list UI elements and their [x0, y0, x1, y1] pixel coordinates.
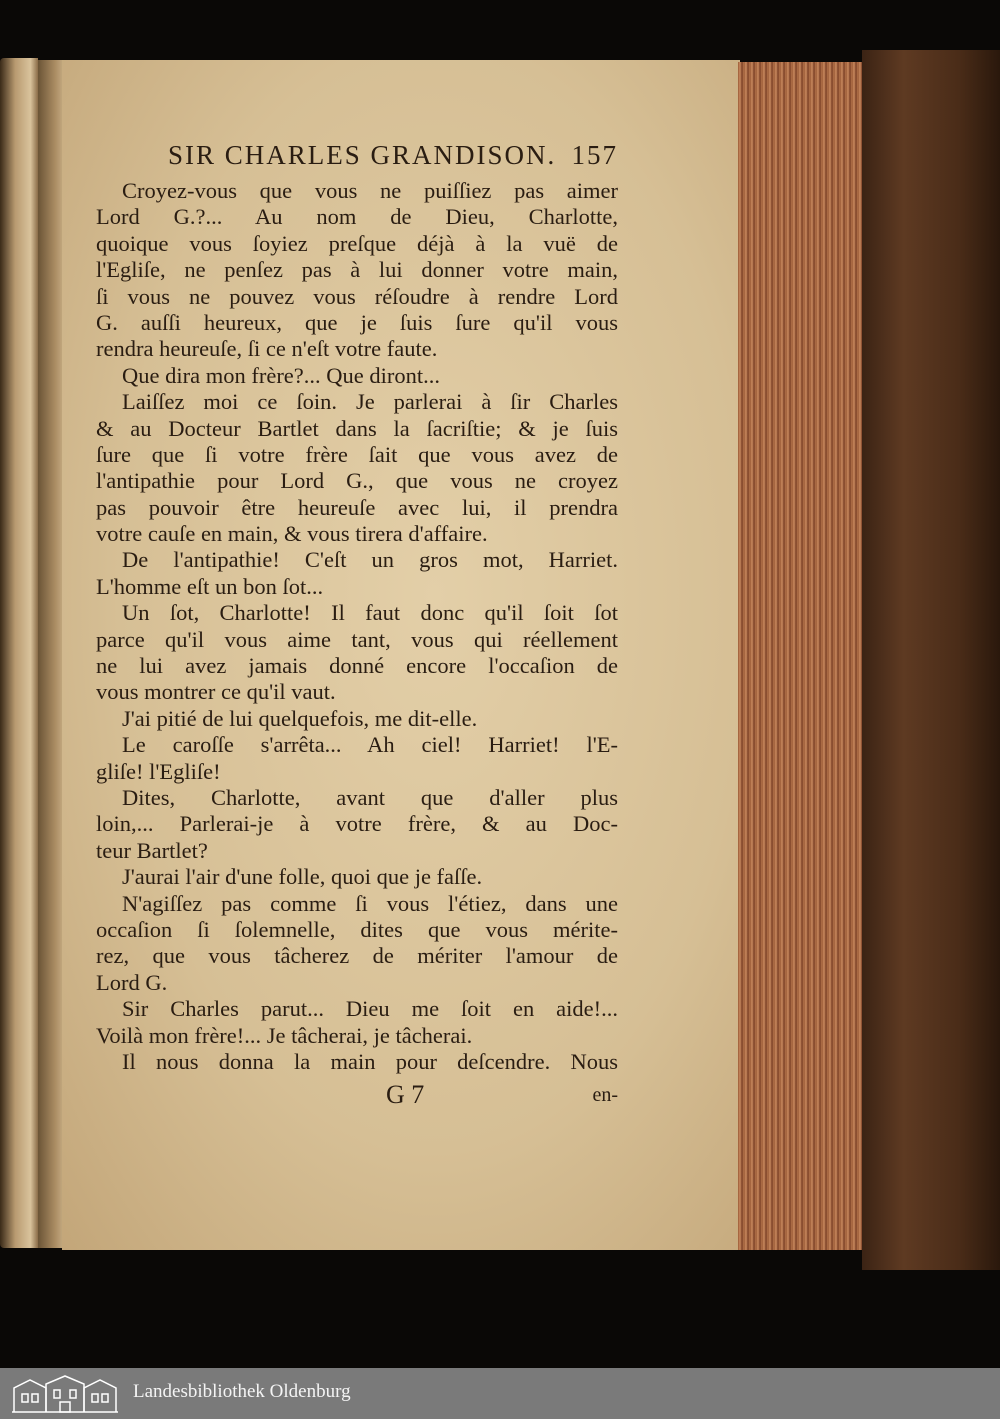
text-line: Sir Charles parut... Dieu me ſoit en aide!...: [122, 996, 618, 1022]
text-line: ſi vous ne pouvez vous réſoudre à rendre Lord: [96, 283, 618, 309]
text-line: parce qu'il vous aime tant, vous qui réellement: [96, 626, 618, 652]
text-line: ſure que ſi votre frère ſait que vous avez de: [96, 441, 618, 467]
text-line: l'Egliſe, ne penſez pas à lui donner votre main,: [96, 257, 618, 283]
text-line: J'ai pitié de lui quelquefois, me dit-elle.: [122, 705, 478, 731]
text-line: N'agiſſez pas comme ſi vous l'étiez, dans une: [122, 890, 618, 916]
text-line: rez, que vous tâcherez de mériter l'amour de: [96, 943, 618, 969]
text-line: G. auſſi heureux, que je ſuis ſure qu'il vous: [96, 309, 618, 335]
text-line: De l'antipathie! C'eſt un gros mot, Harriet.: [122, 547, 618, 573]
text-line: l'antipathie pour Lord G., que vous ne croyez: [96, 468, 618, 494]
text-line: Que dira mon frère?... Que diront...: [122, 362, 441, 388]
text-line: Un ſot, Charlotte! Il faut donc qu'il ſoit ſot: [122, 600, 618, 626]
text-line: Lord G.?... Au nom de Dieu, Charlotte,: [96, 204, 618, 230]
book-cover: [862, 50, 1000, 1270]
text-line: ne lui avez jamais donné encore l'occaſion de: [96, 653, 618, 679]
text-line: gliſe! l'Egliſe!: [96, 758, 221, 784]
text-line: Laiſſez moi ce ſoin. Je parlerai à ſir Charles: [122, 389, 618, 415]
text-line: & au Docteur Bartlet dans la ſacriſtie; & je ſuis: [96, 415, 618, 441]
page-number: 157: [571, 140, 618, 170]
library-footer: [0, 1368, 1000, 1419]
text-line: vous montrer ce qu'il vaut.: [96, 679, 336, 705]
text-line: Voilà mon frère!... Je tâcherai, je tâcherai.: [96, 1022, 473, 1048]
text-line: rendra heureuſe, ſi ce n'eſt votre faute.: [96, 336, 438, 362]
text-line: Croyez-vous que vous ne puiſſiez pas aimer: [122, 178, 618, 203]
body-text: [96, 178, 618, 1075]
running-title: SIR CHARLES GRANDISON.: [168, 140, 557, 170]
page-text: [96, 140, 618, 1075]
text-line: loin,... Parlerai-je à votre frère, & au Doc-: [96, 811, 618, 837]
text-line: occaſion ſi ſolemnelle, dites que vous mérite-: [96, 916, 618, 942]
text-line: pas pouvoir être heureuſe avec lui, il prendra: [96, 494, 618, 520]
page-edges: [738, 62, 866, 1250]
text-line: Le caroſſe s'arrêta... Ah ciel! Harriet! l'E-: [122, 732, 618, 758]
text-line: Dites, Charlotte, avant que d'aller plus: [122, 784, 618, 810]
catchword: en-: [592, 1084, 618, 1106]
library-building-icon: [10, 1374, 120, 1414]
text-line: Lord G.: [96, 969, 168, 995]
text-line: quoique vous ſoyiez preſque déjà à la vuë de: [96, 230, 618, 256]
text-line: Il nous donna la main pour deſcendre. Nous: [122, 1048, 618, 1074]
signature-mark: G 7: [386, 1080, 425, 1109]
left-page-edge: [0, 58, 38, 1248]
library-name: Landesbibliothek Oldenburg: [133, 1381, 351, 1402]
text-line: teur Bartlet?: [96, 837, 208, 863]
text-line: J'aurai l'air d'une folle, quoi que je faſſe.: [122, 864, 483, 890]
running-header: [168, 140, 618, 178]
text-line: L'homme eſt un bon ſot...: [96, 573, 324, 599]
text-line: votre cauſe en main, & vous tirera d'affaire.: [96, 521, 488, 547]
